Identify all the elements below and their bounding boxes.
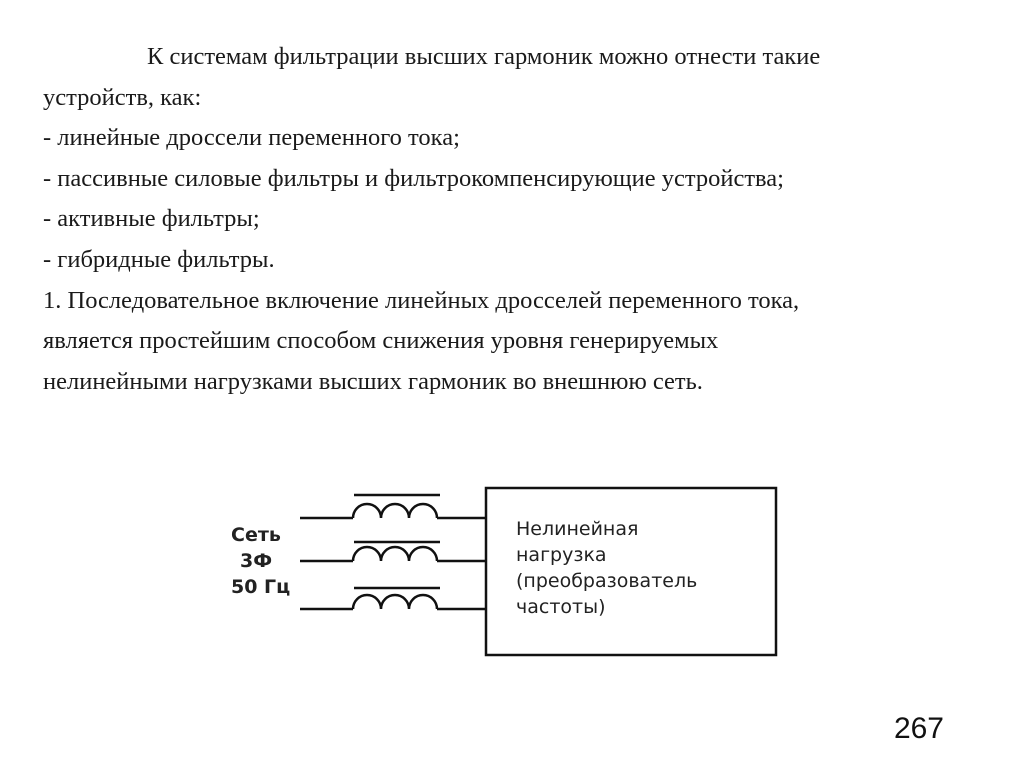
- paragraph-line: К системам фильтрации высших гармоник можно отнести такие: [147, 43, 821, 70]
- paragraph-line: нелинейными нагрузками высших гармоник во внешнюю сеть.: [43, 367, 703, 395]
- inductor-coil: [353, 547, 437, 561]
- page-number: 267: [893, 712, 944, 745]
- paragraph-line: 1. Последовательное включение линейных дросселей переменного тока,: [43, 286, 800, 314]
- source-label-line: 50 Гц: [231, 576, 291, 598]
- paragraph-line: устройств, как:: [43, 83, 202, 111]
- load-label-line: частоты): [516, 596, 606, 618]
- paragraph-line: является простейшим способом снижения уровня генерируемых: [43, 327, 719, 355]
- load-label-line: нагрузка: [516, 544, 607, 566]
- inductor-coil: [353, 595, 437, 609]
- load-label-line: (преобразователь: [516, 570, 698, 592]
- list-item: - линейные дроссели переменного тока;: [43, 124, 460, 152]
- load-label-line: Нелинейная: [516, 518, 639, 540]
- list-item: - активные фильтры;: [43, 205, 260, 233]
- source-label-line: 3Ф: [240, 550, 273, 572]
- list-item: - гибридные фильтры.: [43, 245, 275, 273]
- source-label-line: Сеть: [231, 524, 281, 546]
- list-item: - пассивные силовые фильтры и фильтрокомпенсирующие устройства;: [43, 164, 784, 192]
- inductor-coil: [353, 504, 437, 518]
